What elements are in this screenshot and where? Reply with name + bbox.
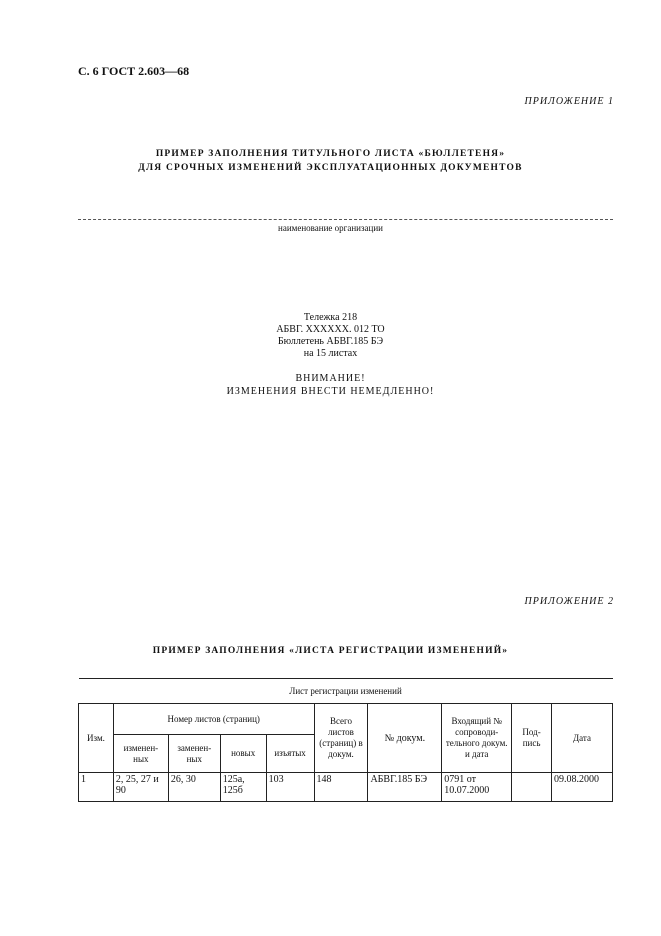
appendix-1-title	[0, 147, 661, 175]
header-signature: Под-пись	[512, 704, 552, 773]
cell-total: 148	[314, 773, 368, 802]
header-replaced: заменен-ных	[168, 735, 220, 773]
cell-replaced: 26, 30	[168, 773, 220, 802]
sheet-count-line: на 15 листах	[303, 348, 358, 359]
org-name-line	[78, 219, 613, 220]
header-doc-number: № докум.	[368, 704, 442, 773]
appendix-1-label: ПРИЛОЖЕНИЕ 1	[524, 96, 614, 107]
warning-line-2: ИЗМЕНЕНИЯ ВНЕСТИ НЕМЕДЛЕННО!	[226, 386, 435, 397]
cell-doc: АБВГ.185 БЭ	[368, 773, 442, 802]
warning-line-1: ВНИМАНИЕ!	[295, 373, 366, 384]
cell-new: 125а, 125б	[220, 773, 266, 802]
cell-changed: 2, 25, 27 и 90	[113, 773, 168, 802]
title-line-2: ДЛЯ СРОЧНЫХ ИЗМЕНЕНИЙ ЭКСПЛУАТАЦИОННЫХ ДОКУМЕНТОВ	[138, 163, 523, 173]
cell-signature	[512, 773, 552, 802]
cell-incoming: 0791 от 10.07.2000	[442, 773, 512, 802]
org-name-caption: наименование организации	[278, 223, 383, 233]
warning-block	[0, 372, 661, 398]
header-new: новых	[220, 735, 266, 773]
header-izm: Изм.	[79, 704, 114, 773]
bulletin-line: Бюллетень АБВГ.185 БЭ	[277, 336, 384, 347]
cell-izm: 1	[79, 773, 114, 802]
title-line-1: ПРИМЕР ЗАПОЛНЕНИЯ ТИТУЛЬНОГО ЛИСТА «БЮЛЛЕТЕНЯ»	[155, 149, 506, 159]
cell-removed: 103	[266, 773, 314, 802]
header-total-sheets: Всего листов (страниц) в докум.	[314, 704, 368, 773]
header-changed: изменен-ных	[113, 735, 168, 773]
page-header: С. 6 ГОСТ 2.603—68	[78, 64, 190, 78]
header-sheet-numbers: Номер листов (страниц)	[113, 704, 314, 735]
appendix-2-label: ПРИЛОЖЕНИЕ 2	[524, 596, 614, 607]
cell-date: 09.08.2000	[552, 773, 613, 802]
table-caption: Лист регистрации изменений	[79, 679, 613, 704]
appendix-2-title: ПРИМЕР ЗАПОЛНЕНИЯ «ЛИСТА РЕГИСТРАЦИИ ИЗМЕНЕНИЙ»	[152, 646, 509, 656]
header-date: Дата	[552, 704, 613, 773]
change-registration-table	[78, 678, 613, 802]
header-incoming-doc: Входящий № сопроводи-тельного докум. и дата	[442, 704, 512, 773]
doc-code-line: АБВГ. XXXXXX. 012 ТО	[276, 324, 385, 335]
table-row	[79, 773, 613, 802]
product-line: Тележка 218	[303, 312, 358, 323]
header-removed: изъятых	[266, 735, 314, 773]
title-sheet-block	[0, 312, 661, 360]
